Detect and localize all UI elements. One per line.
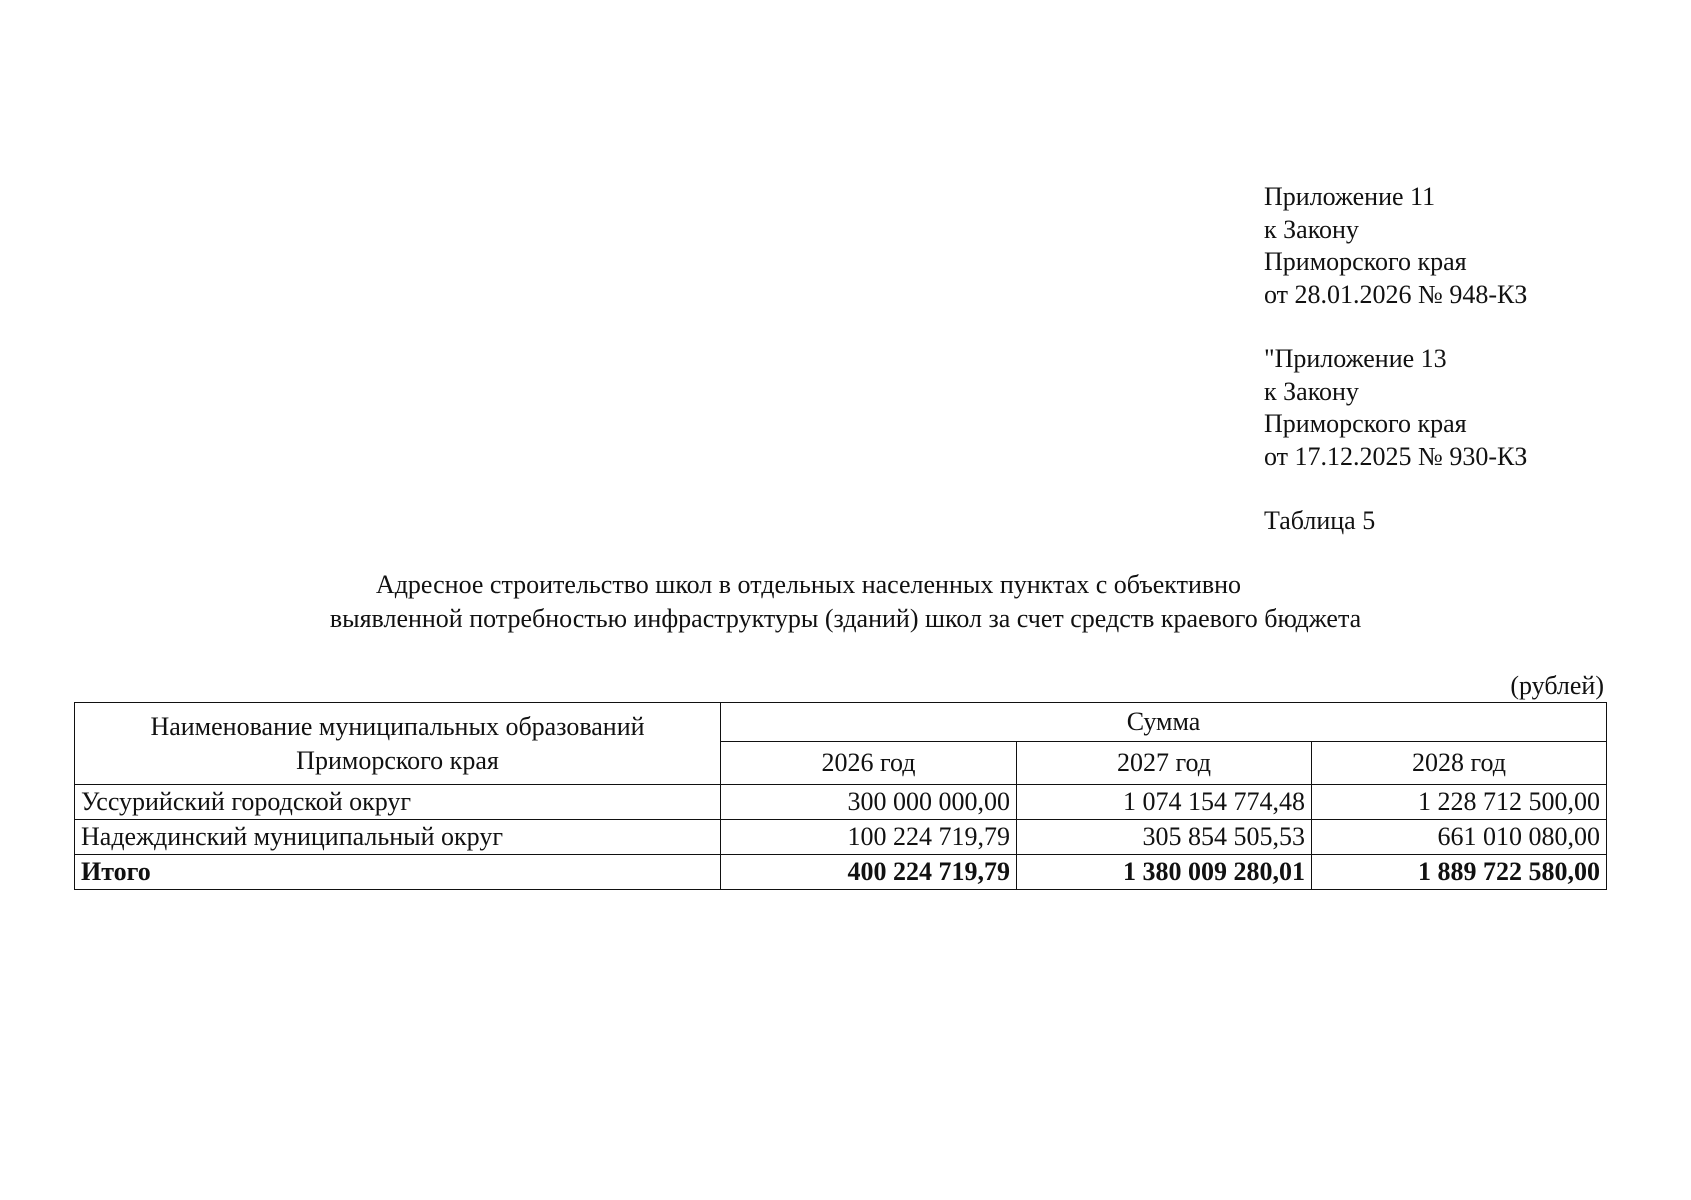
- spacer: [1264, 311, 1644, 343]
- budget-table: [74, 702, 1607, 890]
- row-name: Надеждинский муниципальный округ: [75, 820, 721, 855]
- total-label: Итого: [75, 855, 721, 890]
- total-value-2027: 1 380 009 280,01: [1017, 855, 1312, 890]
- annex-line: Приложение 11: [1264, 182, 1436, 211]
- total-value-2026: 400 224 719,79: [721, 855, 1017, 890]
- row-value-2026: 100 224 719,79: [721, 820, 1017, 855]
- amended-annex-line: к Закону: [1264, 376, 1359, 406]
- row-value-2028: 1 228 712 500,00: [1312, 785, 1607, 820]
- annex-header: [1264, 181, 1644, 538]
- total-value-2028: 1 889 722 580,00: [1312, 855, 1607, 890]
- row-value-2028: 661 010 080,00: [1312, 820, 1607, 855]
- header-year-2028: 2028 год: [1312, 742, 1607, 785]
- title-line-2: выявленной потребностью инфраструктуры (зданий) школ за счет средств краевого бюджета: [329, 604, 1362, 633]
- annex-line: Приморского края: [1264, 247, 1467, 276]
- table-row: [75, 785, 1607, 820]
- header-municipality: Наименование муниципальных образований Приморского края: [75, 703, 721, 785]
- table-row: [75, 820, 1607, 855]
- amended-annex-line: "Приложение 13: [1264, 344, 1447, 373]
- spacer: [1264, 473, 1644, 505]
- annex-line: к Закону: [1264, 214, 1359, 244]
- row-value-2026: 300 000 000,00: [721, 785, 1017, 820]
- row-name: Уссурийский городской округ: [75, 785, 721, 820]
- total-row: [75, 855, 1607, 890]
- header-sum: Сумма: [721, 703, 1607, 742]
- units-label: (рублей): [1510, 671, 1604, 700]
- table-label: Таблица 5: [1264, 506, 1376, 535]
- amended-annex-line: от 17.12.2025 № 930-КЗ: [1264, 441, 1528, 471]
- row-value-2027: 305 854 505,53: [1017, 820, 1312, 855]
- header-year-2026: 2026 год: [721, 742, 1017, 785]
- document-title: [0, 568, 1691, 636]
- row-value-2027: 1 074 154 774,48: [1017, 785, 1312, 820]
- amended-annex-line: Приморского края: [1264, 409, 1467, 438]
- header-year-2027: 2027 год: [1017, 742, 1312, 785]
- annex-line: от 28.01.2026 № 948-КЗ: [1264, 279, 1528, 309]
- title-line-1: Адресное строительство школ в отдельных населенных пунктах с объективно: [375, 570, 1242, 599]
